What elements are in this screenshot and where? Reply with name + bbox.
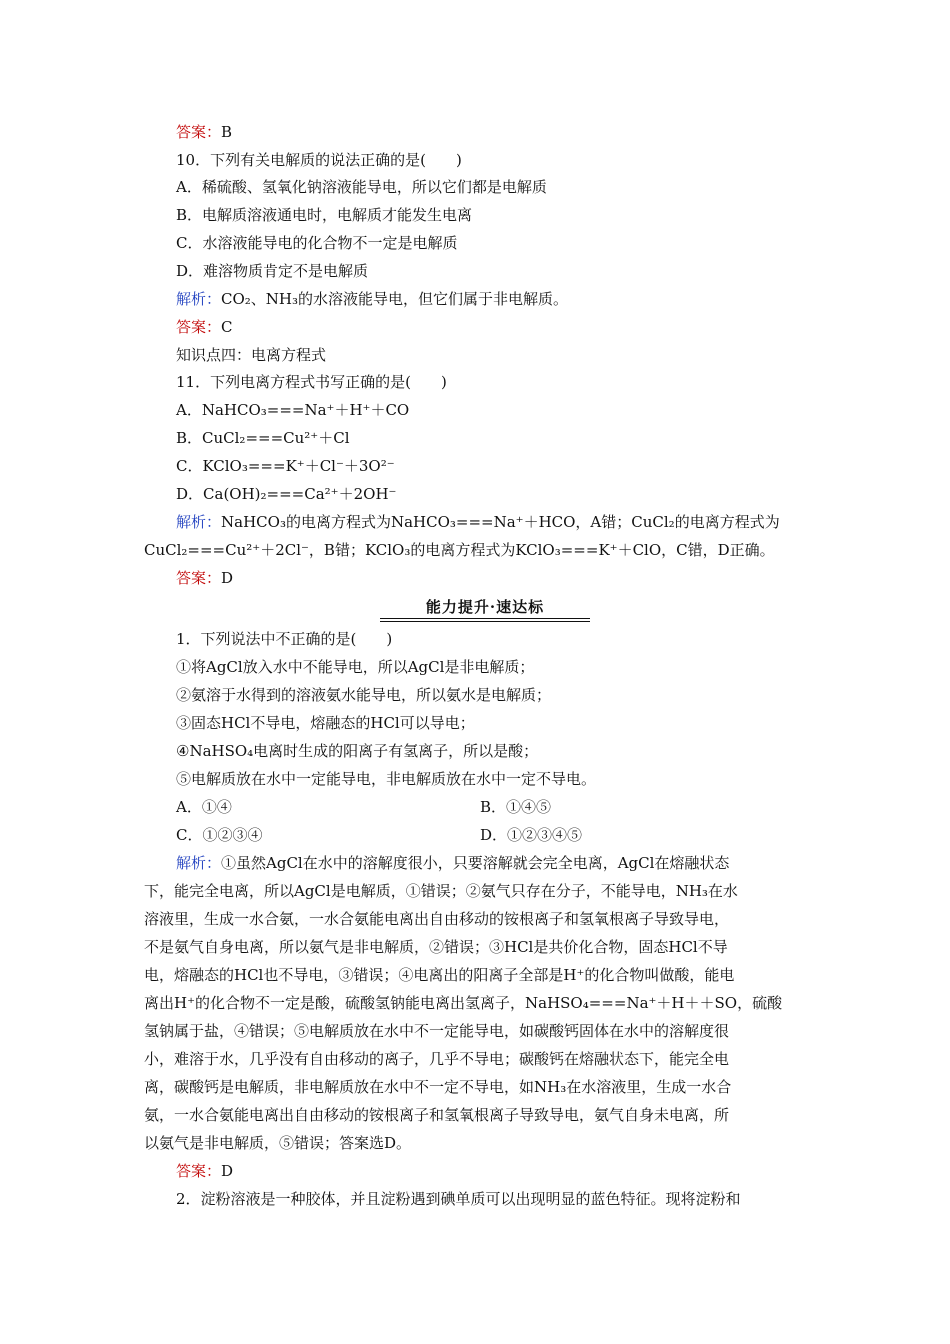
p1-statement-5: ⑤电解质放在水中一定能导电，非电解质放在水中一定不导电。: [176, 770, 597, 788]
knowledge-point-heading: 知识点四：电离方程式: [176, 346, 327, 364]
p1-option-b: B．①④⑤: [480, 798, 552, 816]
p1-analysis-line-9: 离，碳酸钙是电解质，非电解质放在水中不一定不导电，如NH₃在水溶液里，生成一水合: [144, 1078, 732, 1096]
p1-analysis-line-10: 氨，一水合氨能电离出自由移动的铵根离子和氢氧根离子导致导电，氨气自身未电离，所: [144, 1106, 730, 1124]
analysis-label: 解析：: [176, 513, 222, 531]
answer-value: C: [221, 318, 233, 336]
p1-analysis-line-1: [176, 853, 729, 873]
p1-analysis-line-6: 离出H⁺的化合物不一定是酸，硫酸氢钠能电离出氢离子，NaHSO₄===Na⁺＋H＋＋SO，硫酸: [144, 994, 783, 1012]
q11-stem: 11．下列电离方程式书写正确的是( ): [176, 373, 447, 391]
p1-analysis-line-4: 不是氨气自身电离，所以氨气是非电解质，②错误；③HCl是共价化合物，固态HCl不导: [144, 938, 728, 956]
q10-option-d: D．难溶物质肯定不是电解质: [176, 262, 369, 280]
p1-analysis-line-5: 电，熔融态的HCl也不导电，③错误；④电离出的阳离子全部是H⁺的化合物叫做酸，能电: [144, 966, 735, 984]
q10-option-c: C．水溶液能导电的化合物不一定是电解质: [176, 234, 458, 252]
answer-label: 答案：: [176, 318, 222, 336]
q11-analysis-line-2: CuCl₂===Cu²⁺＋2Cl⁻，B错；KClO₃的电离方程式为KClO₃===K⁺＋ClO，C错，D正确。: [144, 541, 775, 559]
q10-option-a: A．稀硫酸、氢氧化钠溶液能导电，所以它们都是电解质: [176, 178, 547, 196]
analysis-text: CO₂、NH₃的水溶液能导电，但它们属于非电解质。: [221, 290, 569, 308]
p1-analysis-line-11: 以氨气是非电解质，⑤错误；答案选D。: [144, 1134, 412, 1152]
analysis-text: NaHCO₃的电离方程式为NaHCO₃===Na⁺＋HCO，A错；CuCl₂的电离方程式为: [221, 513, 780, 531]
analysis-text: ①虽然AgCl在水中的溶解度很小，只要溶解就会完全电离，AgCl在熔融状态: [221, 854, 730, 872]
answer-label: 答案：: [176, 569, 222, 587]
q9-answer: [176, 122, 232, 142]
p1-answer: [176, 1161, 233, 1181]
q11-analysis-line-1: [176, 512, 780, 532]
p1-statement-3: ③固态HCl不导电，熔融态的HCl可以导电；: [176, 714, 475, 732]
q11-option-b: B．CuCl₂===Cu²⁺＋Cl: [176, 429, 350, 447]
p1-analysis-line-7: 氢钠属于盐，④错误；⑤电解质放在水中不一定能导电，如碳酸钙固体在水中的溶解度很: [144, 1022, 730, 1040]
section-divider: [380, 618, 590, 619]
p1-statement-2: ②氨溶于水得到的溶液氨水能导电，所以氨水是电解质；: [176, 686, 552, 704]
p1-statement-4: ④NaHSO₄电离时生成的阳离子有氢离子，所以是酸；: [176, 742, 539, 760]
answer-value: D: [221, 569, 234, 587]
q11-option-d: D．Ca(OH)₂===Ca²⁺＋2OH⁻: [176, 485, 397, 503]
section-divider-thin: [380, 621, 590, 622]
p1-option-a: A．①④: [176, 798, 232, 816]
p1-option-d: D．①②③④⑤: [480, 826, 583, 844]
q10-answer: [176, 317, 233, 337]
analysis-label: 解析：: [176, 290, 222, 308]
p1-analysis-line-3: 溶液里，生成一水合氨，一水合氨能电离出自由移动的铵根离子和氢氧根离子导致导电，: [144, 910, 730, 928]
answer-label: 答案：: [176, 1162, 222, 1180]
answer-value: D: [221, 1162, 234, 1180]
p1-analysis-line-8: 小，难溶于水，几乎没有自由移动的离子，几乎不导电；碳酸钙在熔融状态下，能完全电: [144, 1050, 730, 1068]
section-title: 能力提升·速达标: [425, 598, 545, 616]
analysis-label: 解析：: [176, 854, 222, 872]
p2-stem: 2．淀粉溶液是一种胶体，并且淀粉遇到碘单质可以出现明显的蓝色特征。现将淀粉和: [176, 1190, 741, 1208]
q10-option-b: B．电解质溶液通电时，电解质才能发生电离: [176, 206, 473, 224]
q11-answer: [176, 568, 233, 588]
q10-analysis: [176, 289, 568, 309]
q11-option-a: A．NaHCO₃===Na⁺＋H⁺＋CO: [176, 401, 410, 419]
q11-option-c: C．KClO₃===K⁺＋Cl⁻＋3O²⁻: [176, 457, 395, 475]
p1-stem: 1．下列说法中不正确的是( ): [176, 630, 393, 648]
q10-stem: 10．下列有关电解质的说法正确的是( ): [176, 151, 462, 169]
answer-label: 答案：: [176, 123, 222, 141]
p1-statement-1: ①将AgCl放入水中不能导电，所以AgCl是非电解质；: [176, 658, 535, 676]
p1-option-c: C．①②③④: [176, 826, 263, 844]
answer-value: B: [221, 123, 233, 141]
p1-analysis-line-2: 下，能完全电离，所以AgCl是电解质，①错误；②氨气只存在分子，不能导电，NH₃在水: [144, 882, 738, 900]
